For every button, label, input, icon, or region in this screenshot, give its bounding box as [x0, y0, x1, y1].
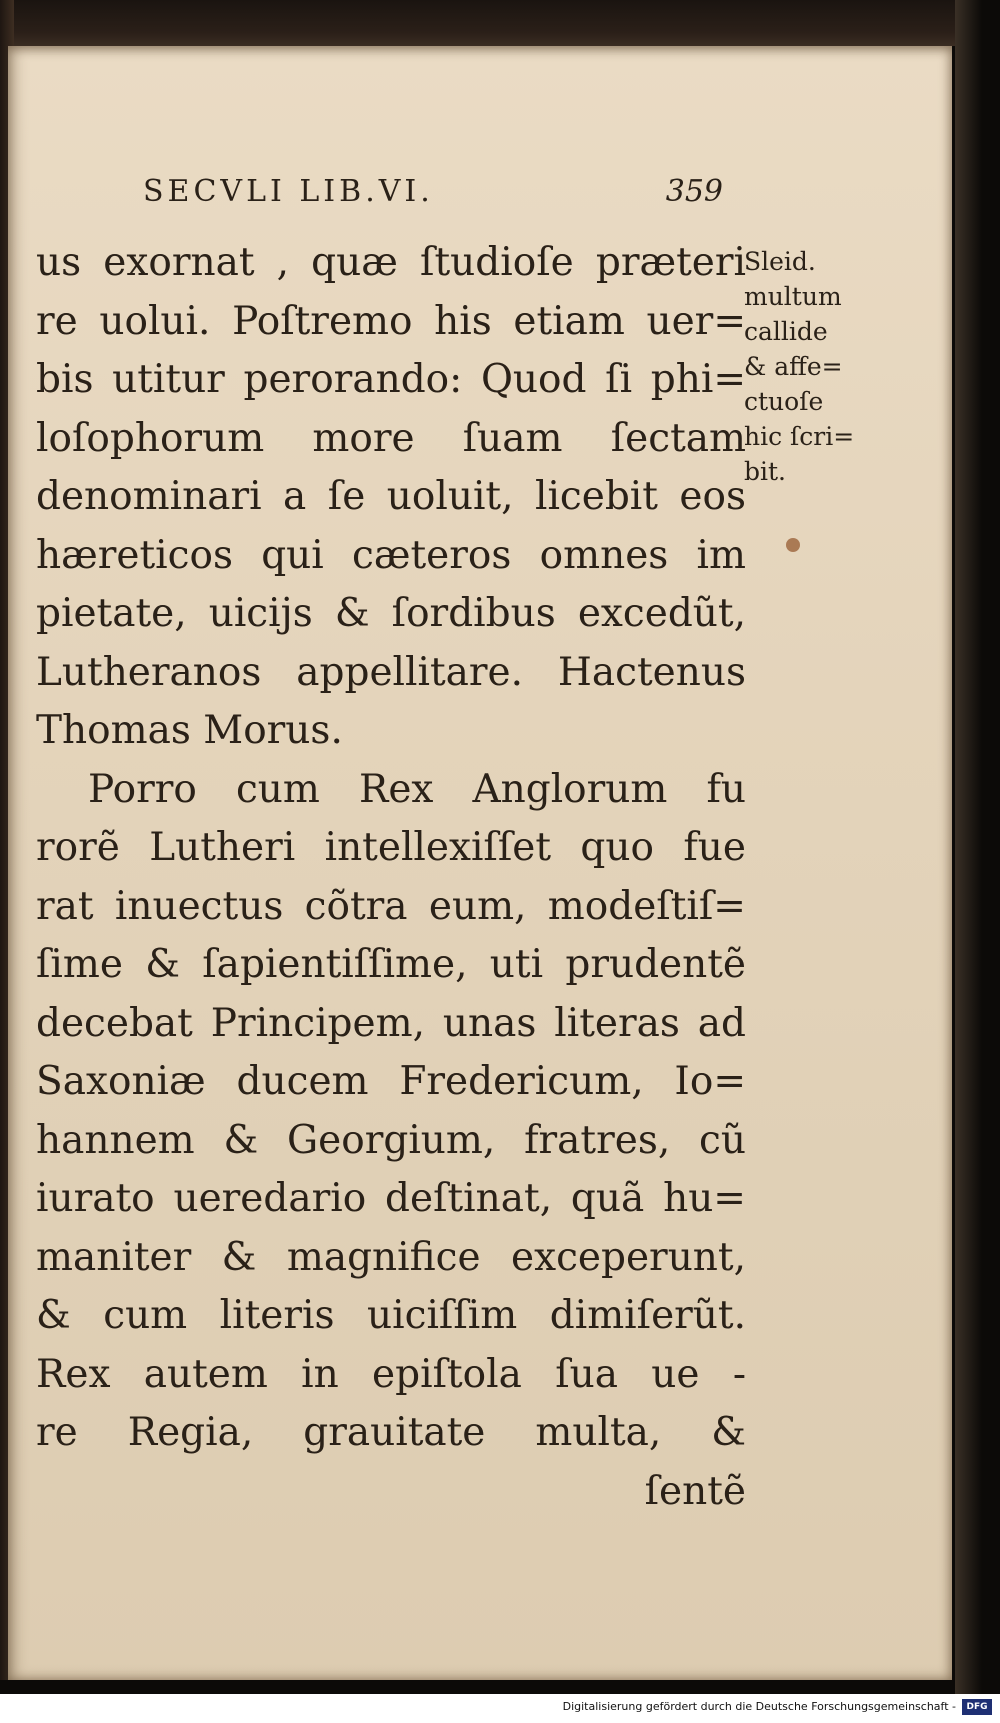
- text-line: & cum literis uiciſſim dimiſerũt.: [36, 1293, 746, 1338]
- text-line: hæreticos qui cæteros omnes im: [36, 532, 746, 578]
- text-line: Saxoniæ ducem Fredericum, Io=: [36, 1059, 746, 1104]
- book-top-edge: [0, 0, 1000, 46]
- funding-credit: Digitalisierung gefördert durch die Deutsche Forschungsgemeinschaft -: [562, 1700, 956, 1713]
- text-line: bis utitur perorando: Quod ſi phi=: [36, 357, 746, 402]
- text-line: Rex autem in epiſtola ſua ue -: [36, 1351, 746, 1397]
- text-line: ſime & ſapientiſſime, uti prudentẽ: [36, 942, 746, 987]
- text-line: rorẽ Lutheri intellexiſſet quo fue: [36, 825, 746, 870]
- text-line: denominari a ſe uoluit, licebit eos: [36, 474, 746, 519]
- paragraph-start-line: Porro cum Rex Anglorum fu: [88, 766, 746, 812]
- text-line: decebat Principem, unas literas ad: [36, 1000, 746, 1046]
- text-line: re uolui. Poſtremo his etiam uer=: [36, 298, 746, 344]
- marginal-note-line: callide: [744, 317, 828, 346]
- text-line: hannem & Georgium, fratres, cũ: [36, 1117, 746, 1163]
- marginal-note-line: multum: [744, 282, 842, 311]
- text-line: us exornat , quæ ſtudioſe præteri: [36, 240, 746, 285]
- page-paper: [8, 46, 952, 1680]
- dfg-logo-icon: DFG: [962, 1699, 992, 1715]
- text-line: Lutheranos appellitare. Hactenus: [36, 649, 746, 695]
- footer-bar: [0, 1694, 1000, 1723]
- text-line: re Regia, grauitate multa, &: [36, 1410, 746, 1455]
- main-text-block: [36, 234, 746, 1521]
- marginal-note-line: ctuoſe: [744, 387, 824, 416]
- text-line: rat inuectus cõtra eum, modeſtiſ=: [36, 883, 746, 929]
- text-line: pietate, uicijs & ſordibus excedũt,: [36, 591, 746, 636]
- paper-stain: [786, 538, 800, 552]
- text-line: loſophorum more ſuam ſectam: [36, 415, 746, 461]
- text-line: Thomas Morus.: [36, 708, 343, 753]
- marginal-note-line: Sleid.: [744, 247, 816, 276]
- marginal-note-line: & affe=: [744, 352, 843, 381]
- marginal-note: [744, 244, 884, 489]
- marginal-note-line: bit.: [744, 457, 786, 486]
- page-header: [143, 174, 733, 218]
- marginal-note-line: hic ſcri=: [744, 422, 855, 451]
- text-line: maniter & magnifice exceperunt,: [36, 1234, 746, 1280]
- catchword: ſentẽ: [644, 1468, 746, 1514]
- page-number: 359: [665, 174, 723, 209]
- book-right-edge: [955, 0, 1000, 1723]
- running-title: SECVLI LIB.VI.: [143, 174, 434, 209]
- text-line: iurato ueredario deſtinat, quã hu=: [36, 1176, 746, 1221]
